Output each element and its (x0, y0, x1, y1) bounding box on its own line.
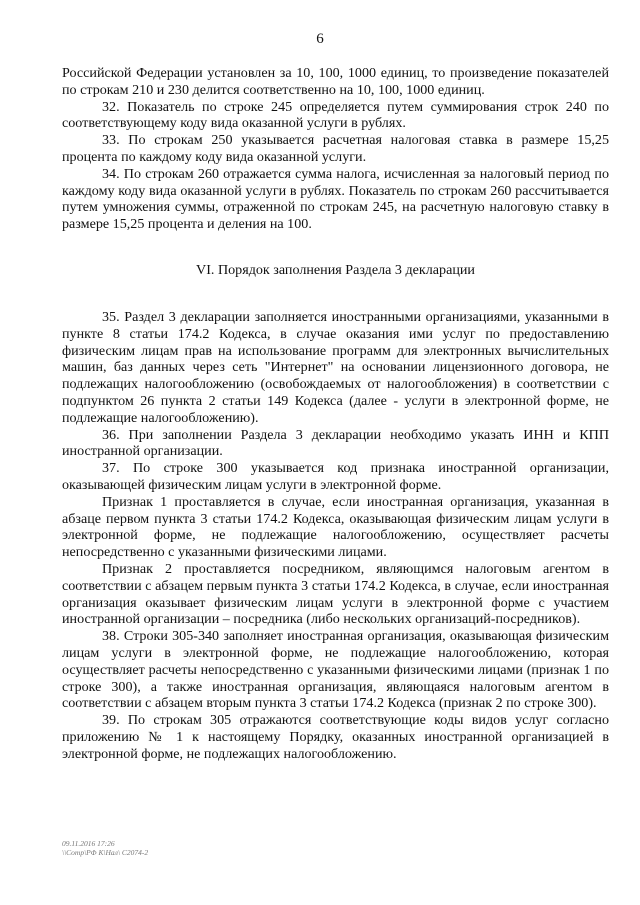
paragraph-39: 39. По строкам 305 отражаются соответствующие коды видов услуг согласно приложению № 1 к настоящему Порядку, оказанных иностранной организацией в электронной форме, не подлежащих налогообложению. (62, 712, 609, 762)
section-heading: VI. Порядок заполнения Раздела 3 декларации (196, 261, 475, 278)
paragraph-35: 35. Раздел 3 декларации заполняется иностранными организациями, указанными в пункте 8 статьи 174.2 Кодекса, в случае оказания ими услуг по предоставлению физическим лицам прав на использование программ для электронных вычислительных машин, баз данных через сеть "Интернет" на основании лицензионного договора, не подлежащих налогообложению (освобождаемых от налогообложения) в соответствии с подпунктом 26 пункта 2 статьи 149 Кодекса (далее - услуги в электронной форме, не подлежащие налогообложению). (62, 308, 609, 426)
paragraph-33: 33. По строкам 250 указывается расчетная налоговая ставка в размере 15,25 процента по каждому коду вида оказанной услуги. (62, 132, 609, 165)
file-stamp (62, 839, 148, 857)
document-body (62, 65, 609, 762)
paragraph-37: 37. По строке 300 указывается код признака иностранной организации, оказывающей физическим лицам услуги в электронной форме. (62, 460, 609, 493)
paragraph-32: 32. Показатель по строке 245 определяется путем суммирования строк 240 по соответствующему коду вида оказанной услуги в рублях. (62, 98, 609, 132)
page-number: 6 (316, 31, 324, 47)
paragraph-sign-2: Признак 2 проставляется посредником, являющимся налоговым агентом в соответствии с абзацем первым пункта 3 статьи 174.2 Кодекса, в случае, если иностранная организация оказывает физическим лицам услуги в электронной форме с участием иностранной организации – посредника (либо нескольких организаций-посредников). (62, 560, 609, 628)
paragraph-38: 38. Строки 305-340 заполняет иностранная организация, оказывающая физическим лицам услуги в электронной форме, не подлежащие налогообложению, которая осуществляет расчеты непосредственно с указанными физическими лицами (признак 1 по строке 300), а также иностранная организация, являющаяся налоговым агентом в соответствии с абзацем вторым пункта 3 статьи 174.2 Кодекса (признак 2 по строке 300). (62, 628, 609, 712)
paragraph: Российской Федерации установлен за 10, 100, 1000 единиц, то произведение показателей по строкам 210 и 230 делится соответственно на 10, 100, 1000 единиц. (62, 65, 609, 98)
file-stamp-date: 09.11.2016 17:26 (62, 839, 115, 848)
paragraph-36: 36. При заполнении Раздела 3 декларации необходимо указать ИНН и КПП иностранной организации. (62, 426, 609, 460)
paragraph-34: 34. По строкам 260 отражается сумма налога, исчисленная за налоговый период по каждому коду вида оказанной услуги в рублях. Показатель по строкам 260 рассчитывается путем умножения суммы, отраженной по строкам 245, на расчетную налоговую ставку в размере 15,25 процента и деления на 100. (62, 165, 609, 233)
paragraph-sign-1: Признак 1 проставляется в случае, если иностранная организация, указанная в абзаце первом пункта 3 статьи 174.2 Кодекса, оказывающая физическим лицам услуги в электронной форме, не подлежащие налогообложению, осуществляет расчеты непосредственно с указанными физическими лицами. (62, 493, 609, 561)
file-stamp-path: \\Comp\РФ К\Нал\ С2074-2 (62, 848, 149, 857)
